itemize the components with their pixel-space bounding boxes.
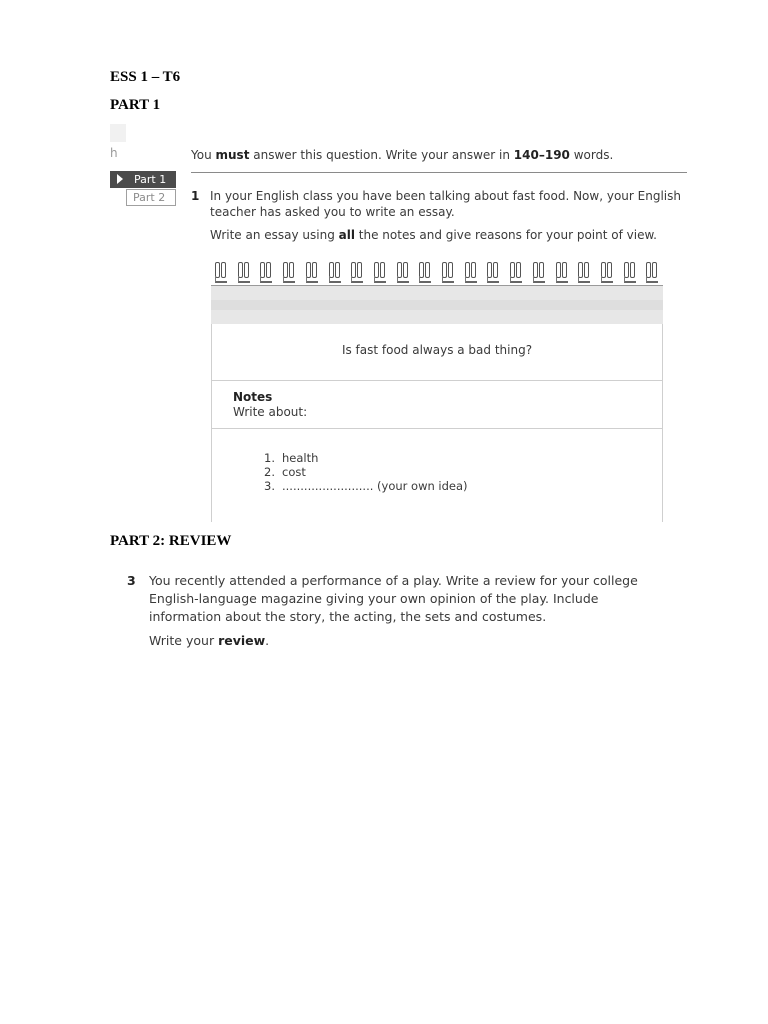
spiral-ring [487,262,499,284]
notepad-divider [211,380,663,381]
notepad-divider [211,428,663,429]
instruction-mid: answer this question. Write your answer in [249,148,514,162]
part1-heading: PART 1 [110,97,161,113]
write-instruction-all: all [338,228,355,242]
notes-title: Notes [233,390,273,404]
spiral-ring [533,262,545,284]
part2-write-review: review [218,633,266,648]
spiral-ring [465,262,477,284]
spiral-ring [646,262,658,284]
spiral-ring [419,262,431,284]
spiral-ring [283,262,295,284]
instruction-rule [191,172,687,173]
instruction-pre: You [191,148,216,162]
part1-instruction [191,148,613,162]
instruction-post: words. [569,148,614,162]
question-text-line1: In your English class you have been talking about fast food. Now, your English [210,189,681,203]
document-title: ESS 1 – T6 [110,69,181,85]
list-item [264,479,468,493]
question-number: 1 [191,189,200,203]
instruction-wordcount: 140–190 [513,148,570,162]
side-mark: h [110,146,118,160]
part2-write-pre: Write your [149,633,219,648]
list-item-text: cost [282,465,306,479]
essay-question: Is fast food always a bad thing? [341,343,533,357]
part2-write-instruction [149,633,269,648]
part2-question-line3: information about the story, the acting, the sets and costumes. [149,609,547,624]
spiral-ring [260,262,272,284]
notes-subtitle: Write about: [233,405,308,419]
write-instruction-post: the notes and give reasons for your point of view. [354,228,657,242]
spiral-ring [556,262,568,284]
spiral-ring [624,262,636,284]
spiral-ring [306,262,318,284]
play-arrow-icon [117,174,123,184]
spiral-ring [329,262,341,284]
spiral-ring [215,262,227,284]
spiral-ring [601,262,613,284]
list-item-number: 2. [264,465,275,479]
part2-heading: PART 2: REVIEW [110,533,232,549]
notepad-shaded-band-inner [211,300,663,310]
question-text-line2: teacher has asked you to write an essay. [210,205,455,219]
scan-smudge [110,124,126,142]
list-item-text: ......................... (your own idea) [282,479,468,493]
notepad-spiral-binding [211,262,663,286]
write-instruction-pre: Write an essay using [210,228,339,242]
spiral-ring [510,262,522,284]
write-instruction [210,228,657,242]
spiral-ring [374,262,386,284]
part2-question-line1: You recently attended a performance of a play. Write a review for your college [149,573,638,588]
tab-part-2-label: Part 2 [133,191,166,204]
list-item [264,451,318,465]
spiral-ring [397,262,409,284]
spiral-ring [442,262,454,284]
list-item-number: 1. [264,451,275,465]
spiral-ring [351,262,363,284]
instruction-must: must [215,148,250,162]
part2-question-number: 3 [127,573,136,588]
spiral-ring [238,262,250,284]
tab-part-1-label: Part 1 [134,173,167,186]
list-item [264,465,306,479]
spiral-ring [578,262,590,284]
part2-question-line2: English-language magazine giving your own opinion of the play. Include [149,591,599,606]
part2-write-post: . [265,633,270,648]
list-item-number: 3. [264,479,275,493]
list-item-text: health [282,451,319,465]
